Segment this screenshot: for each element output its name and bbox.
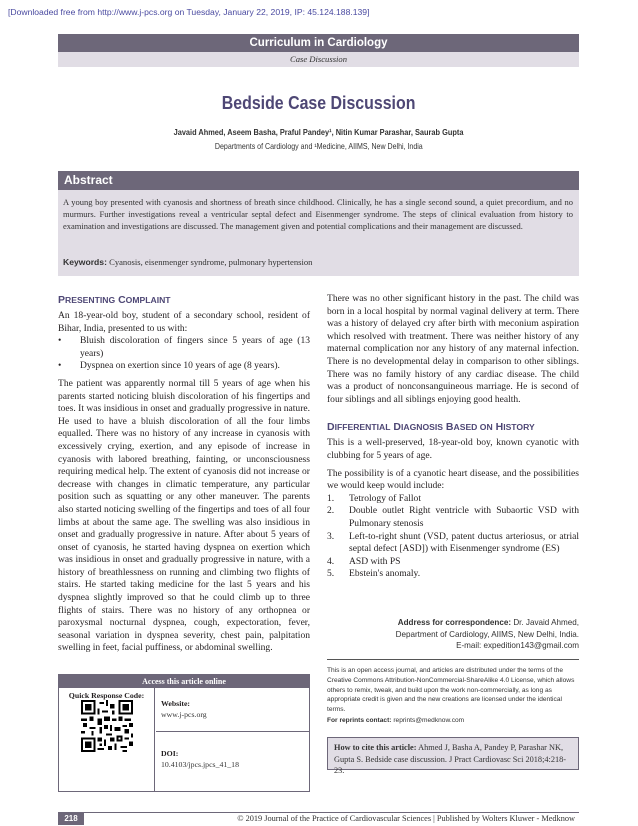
qr-cell [59,688,155,791]
bullet-mark: • [58,360,62,372]
correspondence-address: Address for correspondence: Dr. Javaid Ahmed, Department of Cardiology, AIIMS, New Delhi, India. E-mail: expedition143@gmail.com [327,617,579,652]
page-number: 218 [58,813,84,825]
right-column [327,293,579,581]
past-history-paragraph: There was no other significant history in the past. The child was born in a local hospital by normal vaginal delivery at term. There was a history of delayed cry after birth with meconium aspiration which resolved with treatment. There was neither history of any maternal complication nor any history of any maternal infection. There is no developmental delay in comparison to other siblings. There was no family history of any cardiac disease. The child was a product of nonconsanguineous marriage. He is second of four siblings and all siblings enjoying good health. [327,293,579,405]
website-label: Website: [161,699,191,708]
author-list: Javaid Ahmed, Aseem Basha, Praful Pandey¹, Nitin Kumar Parashar, Saurab Gupta [174,127,464,137]
doi-cell [156,732,309,791]
qr-label: Quick Response Code: [68,691,145,700]
copyright-line: © 2019 Journal of the Practice of Cardiovascular Sciences | Published by Wolters Kluwer - Medknow [237,814,575,823]
presenting-intro: An 18-year-old boy, student of a secondary school, resident of Bihar, India, presented to us with: [58,310,310,334]
how-to-cite-box [327,737,579,775]
abstract-heading: Abstract [64,173,113,187]
banner-subsection: Case Discussion [58,52,579,67]
access-heading: Access this article online [59,675,309,688]
correspondence-email: E-mail: expedition143@gmail.com [456,641,579,650]
keywords-value: Cyanosis, eisenmenger syndrome, pulmonary hypertension [109,257,313,267]
list-item: 2. Double outlet Right ventricle with Subaortic VSD with Pulmonary stenosis [327,505,579,529]
reprints-contact: For reprints contact: reprints@medknow.com [327,717,465,724]
list-item [58,335,310,360]
bullet-mark: • [58,335,62,347]
license-text: This is an open access journal, and articles are distributed under the terms of the Creative Commons Attribution-NonCommercial-ShareAlike 4.0 License, which allows others to remix, tweak, and build upon the work non-commercially, as long as appropriate credit is given and the new creations are licensed under the identical terms. [327,667,575,714]
list-item: 5. Ebstein's anomaly. [327,568,421,580]
list-item: 3. Left-to-right shunt (VSD, patent ductus arteriosus, or atrial septal defect [ASD]) with Eisenmenger syndrome (ES) [327,530,579,555]
differential-intro: This is a well-preserved, 18-year-old boy, known cyanotic with clubbing for 5 years of age. [327,437,579,461]
keywords-line [63,257,573,267]
page-footer [58,812,579,825]
divider [327,659,579,660]
cite-label: How to cite this article: [334,743,417,752]
correspondence-label: Address for correspondence: [397,618,512,627]
list-item: 1. Tetrology of Fallot [327,492,421,504]
journal-banner [58,34,579,67]
list-item [58,360,310,373]
abstract-text: A young boy presented with cyanosis and shortness of breath since childhood. Clinically, he has a single second sound, a quiet precordium, and no murmurs. Further investigations reveal a ventricular septal defect and Eisenmenger syndrome. The steps of clinical evaluation from history to examination and investigations are discussed. The management given and potential complications and their management are discussed. [63,197,573,231]
website-link[interactable]: www.j-pcs.org [161,710,207,719]
abstract-header [58,171,579,190]
differential-possibility: The possibility is of a cyanotic heart disease, and the possibilities we would keep would include: [327,467,579,492]
bullet-text: Dyspnea on exertion since 10 years of age (8 years). [80,360,280,372]
list-item: 4. ASD with PS [327,555,401,567]
keywords-label: Keywords: [63,257,107,267]
history-paragraph: The patient was apparently normal till 5 years of age when his parents started noticing bluish discoloration of his fingertips and toes. It was insidious in onset and gradually progressive in nature. He used to have a bluish discoloration of all the four limbs equalled. There was no history of any increase in cyanosis with excessively crying, exertion, and any episode of increase in cyanosis with labored breathing, fainting, or unconsciousness requiring medical help. The extent of cyanosis did not increase or decrease with changes in climatic temperature, any particular position such as squatting or any other maneuver. The parents also started noticing swelling of the fingertips and toes of all four limbs at about the same age. The swelling was also insidious in onset and gradually progressive in nature. After about 5 years of onset of cyanosis, he started having dyspnea on exertion which was insidious in onset and gradually progressive in nature, with a history of breathlessness on running and climbing two flights of stairs. He started taking medicine for the last 5 years and his dyspnea slightly improved so that he could climb up to three flights of stairs. There was no history of any orthopnea or paroxysmal nocturnal dyspnea, cough, expectoration, fever, seasonal variation in dyspnea severity, chest pain, palpitation swelling in feet, facial puffiness, or abdominal swelling. [58,377,310,654]
banner-section-title: Curriculum in Cardiology [249,37,388,49]
left-column [58,293,310,660]
cite-text: Ahmed J, Basha A, Pandey P, Parashar NK, Gupta S. Bedside case discussion. J Pract Cardiovasc Sci 2018;4:218-23. [334,743,567,775]
bullet-text: Bluish discoloration of fingers since 5 years of age (13 years) [80,335,310,359]
doi-label: DOI: [161,749,179,758]
differential-diagnosis-heading: DIFFERENTIAL DIAGNOSIS BASED ON HISTORY [327,421,535,434]
website-cell [156,688,309,732]
access-article-box [58,674,310,792]
presenting-complaint-heading: PRESENTING COMPLAINT [58,294,171,306]
affiliation: Departments of Cardiology and ¹Medicine, AIIMS, New Delhi, India [215,142,423,151]
qr-code-icon[interactable] [81,700,133,752]
abstract-box [58,171,579,276]
doi-link[interactable]: 10.4103/jpcs.jpcs_41_18 [161,760,239,769]
article-title: Bedside Case Discussion [222,92,416,113]
download-note: [Downloaded free from http://www.j-pcs.org on Tuesday, January 22, 2019, IP: 45.124.188.139] [8,7,370,17]
